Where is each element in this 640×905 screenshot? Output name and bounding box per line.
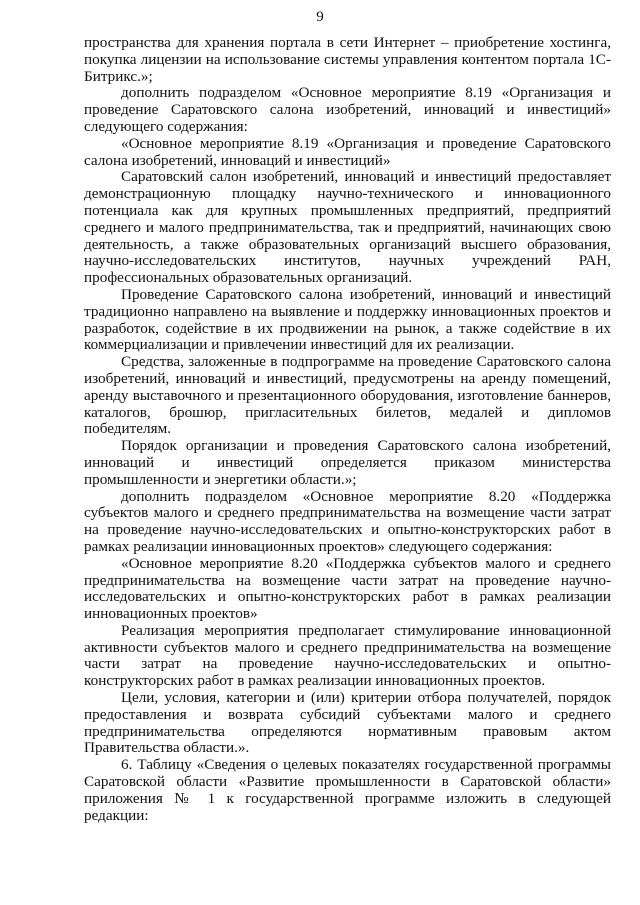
paragraph-add-subsection-8-19: дополнить подразделом «Основное мероприятие 8.19 «Организация и проведение Саратовского салона изобретений, инноваций и инвестиций» следующего содержания: bbox=[84, 84, 611, 135]
paragraph-heading-8-20: «Основное мероприятие 8.20 «Поддержка субъектов малого и среднего предпринимательства на возмещение части затрат на проведение научно-исследовательских и опытно-конструкторских работ в рамках реализации инновационных проектов» bbox=[84, 554, 611, 623]
paragraph-table-6-amendment: 6. Таблицу «Сведения о целевых показателях государственной программы Саратовской области «Развитие промышленности в Саратовской области» приложения № 1 к государственной программе изложить в следующей редакции: bbox=[84, 756, 611, 824]
paragraph-salon-funding: Средства, заложенные в подпрограмме на проведение Саратовского салона изобретений, инноваций и инвестиций, предусмотрены на аренду помещений, аренду выставочного и презентационного оборудования, изготовление баннеров, каталогов, брошюр, пригласительных билетов, медалей и дипломов победителям. bbox=[84, 353, 611, 438]
paragraph-measure-implementation: Реализация мероприятия предполагает стимулирование инновационной активности субъектов малого и среднего предпринимательства на возмещение части затрат на проведение научно-исследовательских и опытно-конструкторских работ в рамках реализации инновационных проектов. bbox=[84, 621, 611, 690]
page-number: 9 bbox=[316, 9, 324, 25]
paragraph-salon-description: Саратовский салон изобретений, инноваций и инвестиций предоставляет демонстрационную площадку научно-технического и инновационного потенциала как для крупных промышленных предприятий, предприятий среднего и малого предпринимательства, так и предприятий, начинающих свою деятельность, а также образовательных организаций высшего образования, научно-исследовательских институтов, научных учреждений РАН, профессиональных образовательных организаций. bbox=[84, 168, 611, 287]
paragraph-add-subsection-8-20: дополнить подразделом «Основное мероприятие 8.20 «Поддержка субъектов малого и среднего предпринимательства на возмещение части затрат на проведение научно-исследовательских и опытно-конструкторских работ в рамках реализации инновационных проектов» следующего содержания: bbox=[84, 487, 611, 555]
paragraph-salon-purpose: Проведение Саратовского салона изобретений, инноваций и инвестиций традиционно направлено на выявление и поддержку инновационных проектов и разработок, содействие в их продвижении на рынок, а также содействие в их коммерциализации и привлечении инвестиций для их реализации. bbox=[84, 285, 611, 354]
paragraph-subsidy-criteria: Цели, условия, категории и (или) критерии отбора получателей, порядок предоставления и возврата субсидий субъектами малого и среднего предпринимательства определяются нормативным правовым актом Правительства области.». bbox=[84, 689, 611, 757]
document-body bbox=[84, 35, 611, 824]
paragraph-salon-procedure: Порядок организации и проведения Саратовского салона изобретений, инноваций и инвестиций определяется приказом министерства промышленности и энергетики области.»; bbox=[84, 437, 611, 488]
paragraph-heading-8-19: «Основное мероприятие 8.19 «Организация и проведение Саратовского салона изобретений, инноваций и инвестиций» bbox=[84, 134, 611, 169]
paragraph-portal-hosting-end: пространства для хранения портала в сети Интернет – приобретение хостинга, покупка лицензии на использование системы управления контентом портала 1С-Битрикс.»; bbox=[84, 34, 611, 85]
